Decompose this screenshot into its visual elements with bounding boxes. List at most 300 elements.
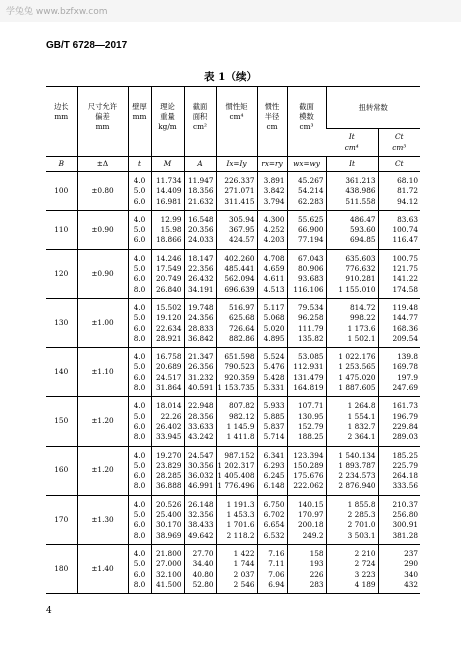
modulus-cell: 116.106 [287, 285, 326, 299]
torsion-ct-cell: 196.79 [378, 412, 420, 422]
mass-cell: 32.100 [151, 570, 184, 580]
modulus-cell: 200.18 [287, 520, 326, 530]
torsion-it-cell: 1 173.6 [326, 324, 378, 334]
symbol-i: Ix=Iy [216, 157, 257, 172]
symbol-tol: ±Δ [77, 157, 128, 172]
torsion-it-cell: 1 475.020 [326, 373, 378, 383]
mass-cell: 19.120 [151, 313, 184, 323]
moment-cell: 1 405.408 [216, 471, 257, 481]
mass-cell: 28.921 [151, 334, 184, 348]
torsion-it-cell: 776.632 [326, 264, 378, 274]
modulus-cell: 140.15 [287, 495, 326, 510]
modulus-cell: 112.931 [287, 362, 326, 372]
area-cell: 18.147 [184, 249, 216, 264]
torsion-ct-cell: 161.73 [378, 397, 420, 412]
modulus-cell: 66.900 [287, 225, 326, 235]
thickness-cell: 4.0 [128, 397, 151, 412]
side-length-cell: 110 [46, 210, 77, 249]
modulus-cell: 79.534 [287, 298, 326, 313]
torsion-it-cell: 814.72 [326, 298, 378, 313]
mass-cell: 36.888 [151, 481, 184, 495]
thickness-cell: 4.0 [128, 348, 151, 363]
moment-cell: 920.359 [216, 373, 257, 383]
moment-cell: 2 037 [216, 570, 257, 580]
table-row [46, 544, 420, 559]
moment-cell: 987.152 [216, 446, 257, 461]
radius-cell: 6.341 [257, 446, 287, 461]
mass-cell: 21.800 [151, 544, 184, 559]
header-it: It cm⁴ [326, 129, 378, 157]
mass-cell: 25.400 [151, 510, 184, 520]
modulus-cell: 67.043 [287, 249, 326, 264]
tolerance-cell: ±0.90 [77, 249, 128, 298]
table-row [46, 249, 420, 264]
moment-cell: 696.639 [216, 285, 257, 299]
mass-cell: 17.549 [151, 264, 184, 274]
modulus-cell: 131.479 [287, 373, 326, 383]
mass-cell: 19.270 [151, 446, 184, 461]
area-cell: 36.842 [184, 334, 216, 348]
moment-cell: 485.441 [216, 264, 257, 274]
torsion-ct-cell: 119.48 [378, 298, 420, 313]
modulus-cell: 175.676 [287, 471, 326, 481]
torsion-ct-cell: 116.47 [378, 235, 420, 249]
thickness-cell: 4.0 [128, 495, 151, 510]
torsion-ct-cell: 340 [378, 570, 420, 580]
radius-cell: 5.524 [257, 348, 287, 363]
modulus-cell: 170.97 [287, 510, 326, 520]
side-length-cell: 140 [46, 348, 77, 397]
thickness-cell: 6.0 [128, 197, 151, 211]
area-cell: 52.80 [184, 580, 216, 594]
symbol-a: A [184, 157, 216, 172]
dimension-table [46, 86, 420, 594]
radius-cell: 3.794 [257, 197, 287, 211]
mass-cell: 28.285 [151, 471, 184, 481]
radius-cell: 6.532 [257, 531, 287, 545]
torsion-it-cell: 361.213 [326, 172, 378, 187]
radius-cell: 5.933 [257, 397, 287, 412]
thickness-cell: 6.0 [128, 471, 151, 481]
torsion-it-cell: 438.986 [326, 186, 378, 196]
thickness-cell: 5.0 [128, 559, 151, 569]
modulus-cell: 283 [287, 580, 326, 594]
table-row [46, 298, 420, 313]
area-cell: 24.547 [184, 446, 216, 461]
moment-cell: 305.94 [216, 210, 257, 225]
torsion-ct-cell: 256.80 [378, 510, 420, 520]
header-tolerance: 尺寸允许 偏差 mm [77, 87, 128, 157]
table-row [46, 210, 420, 225]
area-cell: 40.591 [184, 383, 216, 397]
mass-cell: 20.526 [151, 495, 184, 510]
radius-cell: 6.750 [257, 495, 287, 510]
moment-cell: 562.094 [216, 274, 257, 284]
mass-cell: 26.402 [151, 422, 184, 432]
moment-cell: 1 422 [216, 544, 257, 559]
radius-cell: 7.11 [257, 559, 287, 569]
thickness-cell: 4.0 [128, 544, 151, 559]
watermark-bar [0, 0, 461, 22]
thickness-cell: 5.0 [128, 510, 151, 520]
mass-cell: 31.864 [151, 383, 184, 397]
area-cell: 36.032 [184, 471, 216, 481]
torsion-ct-cell: 83.63 [378, 210, 420, 225]
moment-cell: 226.337 [216, 172, 257, 187]
thickness-cell: 8.0 [128, 383, 151, 397]
torsion-it-cell: 3 223 [326, 570, 378, 580]
radius-cell: 7.06 [257, 570, 287, 580]
mass-cell: 41.500 [151, 580, 184, 594]
tolerance-cell: ±1.20 [77, 397, 128, 446]
tolerance-cell: ±1.20 [77, 446, 128, 495]
standard-number: GB/T 6728—2017 [46, 40, 128, 51]
torsion-it-cell: 2 210 [326, 544, 378, 559]
modulus-cell: 135.82 [287, 334, 326, 348]
modulus-cell: 164.819 [287, 383, 326, 397]
side-length-cell: 150 [46, 397, 77, 446]
radius-cell: 6.293 [257, 461, 287, 471]
moment-cell: 1 145.9 [216, 422, 257, 432]
radius-cell: 3.891 [257, 172, 287, 187]
area-cell: 43.242 [184, 432, 216, 446]
radius-cell: 4.513 [257, 285, 287, 299]
modulus-cell: 222.062 [287, 481, 326, 495]
torsion-ct-cell: 290 [378, 559, 420, 569]
torsion-it-cell: 486.47 [326, 210, 378, 225]
header-side-length: 边长 mm [46, 87, 77, 157]
moment-cell: 651.598 [216, 348, 257, 363]
mass-cell: 14.246 [151, 249, 184, 264]
area-cell: 28.833 [184, 324, 216, 334]
page-number: 4 [46, 606, 52, 616]
thickness-cell: 6.0 [128, 373, 151, 383]
torsion-ct-cell: 247.69 [378, 383, 420, 397]
modulus-cell: 53.085 [287, 348, 326, 363]
thickness-cell: 4.0 [128, 172, 151, 187]
moment-cell: 271.071 [216, 186, 257, 196]
torsion-it-cell: 998.22 [326, 313, 378, 323]
torsion-ct-cell: 100.75 [378, 249, 420, 264]
torsion-ct-cell: 81.72 [378, 186, 420, 196]
torsion-ct-cell: 381.28 [378, 531, 420, 545]
thickness-cell: 8.0 [128, 285, 151, 299]
torsion-ct-cell: 229.84 [378, 422, 420, 432]
moment-cell: 402.260 [216, 249, 257, 264]
radius-cell: 5.020 [257, 324, 287, 334]
torsion-ct-cell: 237 [378, 544, 420, 559]
modulus-cell: 54.214 [287, 186, 326, 196]
thickness-cell: 8.0 [128, 334, 151, 348]
thickness-cell: 5.0 [128, 461, 151, 471]
moment-cell: 1 453.3 [216, 510, 257, 520]
torsion-it-cell: 1 264.8 [326, 397, 378, 412]
table-row [46, 348, 420, 363]
table-caption: 表 1（续） [204, 71, 257, 83]
header-mass: 理论 重量 kg/m [151, 87, 184, 157]
area-cell: 40.80 [184, 570, 216, 580]
table-row [46, 446, 420, 461]
area-cell: 30.356 [184, 461, 216, 471]
side-length-cell: 120 [46, 249, 77, 298]
mass-cell: 18.014 [151, 397, 184, 412]
torsion-it-cell: 910.281 [326, 274, 378, 284]
area-cell: 20.356 [184, 225, 216, 235]
moment-cell: 1 776.496 [216, 481, 257, 495]
radius-cell: 5.476 [257, 362, 287, 372]
torsion-it-cell: 511.558 [326, 197, 378, 211]
torsion-it-cell: 1 502.1 [326, 334, 378, 348]
moment-cell: 1 411.8 [216, 432, 257, 446]
area-cell: 24.356 [184, 313, 216, 323]
modulus-cell: 150.289 [287, 461, 326, 471]
radius-cell: 4.252 [257, 225, 287, 235]
torsion-it-cell: 2 285.3 [326, 510, 378, 520]
torsion-ct-cell: 139.8 [378, 348, 420, 363]
radius-cell: 4.611 [257, 274, 287, 284]
mass-cell: 30.170 [151, 520, 184, 530]
moment-cell: 726.64 [216, 324, 257, 334]
thickness-cell: 6.0 [128, 570, 151, 580]
torsion-ct-cell: 168.36 [378, 324, 420, 334]
torsion-ct-cell: 185.25 [378, 446, 420, 461]
radius-cell: 5.117 [257, 298, 287, 313]
tolerance-cell: ±1.10 [77, 348, 128, 397]
area-cell: 38.433 [184, 520, 216, 530]
thickness-cell: 6.0 [128, 422, 151, 432]
moment-cell: 2 118.2 [216, 531, 257, 545]
symbol-w: wx=wy [287, 157, 326, 172]
thickness-cell: 5.0 [128, 362, 151, 372]
area-cell: 19.748 [184, 298, 216, 313]
side-length-cell: 160 [46, 446, 77, 495]
torsion-ct-cell: 144.77 [378, 313, 420, 323]
modulus-cell: 93.683 [287, 274, 326, 284]
mass-cell: 12.99 [151, 210, 184, 225]
thickness-cell: 4.0 [128, 210, 151, 225]
header-thickness: 壁厚 mm [128, 87, 151, 157]
radius-cell: 4.203 [257, 235, 287, 249]
modulus-cell: 62.283 [287, 197, 326, 211]
side-length-cell: 170 [46, 495, 77, 544]
torsion-it-cell: 1 855.8 [326, 495, 378, 510]
mass-cell: 20.689 [151, 362, 184, 372]
header-area: 截面 面积 cm² [184, 87, 216, 157]
area-cell: 27.70 [184, 544, 216, 559]
torsion-ct-cell: 174.58 [378, 285, 420, 299]
modulus-cell: 249.2 [287, 531, 326, 545]
modulus-cell: 107.71 [287, 397, 326, 412]
torsion-ct-cell: 121.75 [378, 264, 420, 274]
thickness-cell: 6.0 [128, 235, 151, 249]
table-row [46, 397, 420, 412]
torsion-it-cell: 1 554.1 [326, 412, 378, 422]
table-row [46, 495, 420, 510]
mass-cell: 24.517 [151, 373, 184, 383]
symbol-it: It [326, 157, 378, 172]
modulus-cell: 45.267 [287, 172, 326, 187]
mass-cell: 22.634 [151, 324, 184, 334]
mass-cell: 27.000 [151, 559, 184, 569]
torsion-it-cell: 1 540.134 [326, 446, 378, 461]
header-radius: 惯性 半径 cm [257, 87, 287, 157]
modulus-cell: 55.625 [287, 210, 326, 225]
thickness-cell: 8.0 [128, 432, 151, 446]
thickness-cell: 6.0 [128, 274, 151, 284]
mass-cell: 33.945 [151, 432, 184, 446]
table-body [46, 172, 420, 594]
torsion-ct-cell: 197.9 [378, 373, 420, 383]
modulus-cell: 226 [287, 570, 326, 580]
side-length-cell: 100 [46, 172, 77, 211]
radius-cell: 6.245 [257, 471, 287, 481]
thickness-cell: 6.0 [128, 520, 151, 530]
side-length-cell: 130 [46, 298, 77, 347]
torsion-it-cell: 1 893.787 [326, 461, 378, 471]
torsion-it-cell: 635.603 [326, 249, 378, 264]
thickness-cell: 5.0 [128, 186, 151, 196]
header-moment: 惯性矩 cm⁴ [216, 87, 257, 157]
radius-cell: 4.708 [257, 249, 287, 264]
area-cell: 11.947 [184, 172, 216, 187]
radius-cell: 5.068 [257, 313, 287, 323]
thickness-cell: 5.0 [128, 412, 151, 422]
moment-cell: 424.57 [216, 235, 257, 249]
mass-cell: 38.969 [151, 531, 184, 545]
thickness-cell: 8.0 [128, 481, 151, 495]
torsion-it-cell: 2 364.1 [326, 432, 378, 446]
torsion-ct-cell: 68.10 [378, 172, 420, 187]
moment-cell: 311.415 [216, 197, 257, 211]
area-cell: 24.033 [184, 235, 216, 249]
torsion-ct-cell: 210.37 [378, 495, 420, 510]
table-row [46, 172, 420, 187]
radius-cell: 5.714 [257, 432, 287, 446]
mass-cell: 18.866 [151, 235, 184, 249]
torsion-it-cell: 2 234.573 [326, 471, 378, 481]
area-cell: 33.633 [184, 422, 216, 432]
torsion-it-cell: 1 253.565 [326, 362, 378, 372]
radius-cell: 4.895 [257, 334, 287, 348]
tolerance-cell: ±0.80 [77, 172, 128, 211]
torsion-it-cell: 3 503.1 [326, 531, 378, 545]
moment-cell: 882.86 [216, 334, 257, 348]
area-cell: 16.548 [184, 210, 216, 225]
modulus-cell: 96.258 [287, 313, 326, 323]
area-cell: 26.356 [184, 362, 216, 372]
thickness-cell: 8.0 [128, 531, 151, 545]
radius-cell: 4.300 [257, 210, 287, 225]
radius-cell: 6.654 [257, 520, 287, 530]
torsion-ct-cell: 169.78 [378, 362, 420, 372]
area-cell: 46.991 [184, 481, 216, 495]
moment-cell: 1 191.3 [216, 495, 257, 510]
area-cell: 31.232 [184, 373, 216, 383]
mass-cell: 11.734 [151, 172, 184, 187]
torsion-it-cell: 2 701.0 [326, 520, 378, 530]
radius-cell: 5.331 [257, 383, 287, 397]
mass-cell: 16.981 [151, 197, 184, 211]
torsion-it-cell: 1 155.010 [326, 285, 378, 299]
modulus-cell: 152.79 [287, 422, 326, 432]
modulus-cell: 77.194 [287, 235, 326, 249]
torsion-ct-cell: 432 [378, 580, 420, 594]
moment-cell: 367.95 [216, 225, 257, 235]
side-length-cell: 180 [46, 544, 77, 593]
area-cell: 34.191 [184, 285, 216, 299]
area-cell: 18.356 [184, 186, 216, 196]
moment-cell: 2 546 [216, 580, 257, 594]
thickness-cell: 4.0 [128, 446, 151, 461]
symbol-t: t [128, 157, 151, 172]
modulus-cell: 80.906 [287, 264, 326, 274]
modulus-cell: 193 [287, 559, 326, 569]
area-cell: 22.948 [184, 397, 216, 412]
radius-cell: 5.885 [257, 412, 287, 422]
torsion-ct-cell: 300.91 [378, 520, 420, 530]
torsion-it-cell: 694.85 [326, 235, 378, 249]
moment-cell: 1 153.735 [216, 383, 257, 397]
header-modulus: 截面 模数 cm³ [287, 87, 326, 157]
area-cell: 21.347 [184, 348, 216, 363]
radius-cell: 6.148 [257, 481, 287, 495]
moment-cell: 1 701.6 [216, 520, 257, 530]
area-cell: 34.40 [184, 559, 216, 569]
area-cell: 28.356 [184, 412, 216, 422]
watermark: 学兔兔 www.bzfxw.com [6, 7, 108, 17]
torsion-it-cell: 1 887.605 [326, 383, 378, 397]
modulus-cell: 111.79 [287, 324, 326, 334]
tolerance-cell: ±1.00 [77, 298, 128, 347]
moment-cell: 982.12 [216, 412, 257, 422]
tolerance-cell: ±1.30 [77, 495, 128, 544]
radius-cell: 7.16 [257, 544, 287, 559]
torsion-ct-cell: 264.18 [378, 471, 420, 481]
mass-cell: 15.502 [151, 298, 184, 313]
header-torsion: 扭转常数 [326, 87, 420, 129]
torsion-it-cell: 593.60 [326, 225, 378, 235]
modulus-cell: 158 [287, 544, 326, 559]
radius-cell: 5.428 [257, 373, 287, 383]
torsion-it-cell: 1 022.176 [326, 348, 378, 363]
thickness-cell: 8.0 [128, 580, 151, 594]
radius-cell: 6.94 [257, 580, 287, 594]
mass-cell: 15.98 [151, 225, 184, 235]
mass-cell: 16.758 [151, 348, 184, 363]
torsion-ct-cell: 289.03 [378, 432, 420, 446]
symbol-r: rx=ry [257, 157, 287, 172]
modulus-cell: 130.95 [287, 412, 326, 422]
area-cell: 21.632 [184, 197, 216, 211]
modulus-cell: 123.394 [287, 446, 326, 461]
area-cell: 22.356 [184, 264, 216, 274]
area-cell: 49.642 [184, 531, 216, 545]
tolerance-cell: ±1.40 [77, 544, 128, 593]
thickness-cell: 5.0 [128, 313, 151, 323]
thickness-cell: 5.0 [128, 264, 151, 274]
torsion-it-cell: 2 724 [326, 559, 378, 569]
moment-cell: 1 744 [216, 559, 257, 569]
moment-cell: 625.68 [216, 313, 257, 323]
moment-cell: 790.523 [216, 362, 257, 372]
torsion-ct-cell: 141.22 [378, 274, 420, 284]
torsion-it-cell: 1 832.7 [326, 422, 378, 432]
moment-cell: 1 202.317 [216, 461, 257, 471]
area-cell: 32.356 [184, 510, 216, 520]
torsion-ct-cell: 94.12 [378, 197, 420, 211]
torsion-it-cell: 4 189 [326, 580, 378, 594]
thickness-cell: 4.0 [128, 249, 151, 264]
